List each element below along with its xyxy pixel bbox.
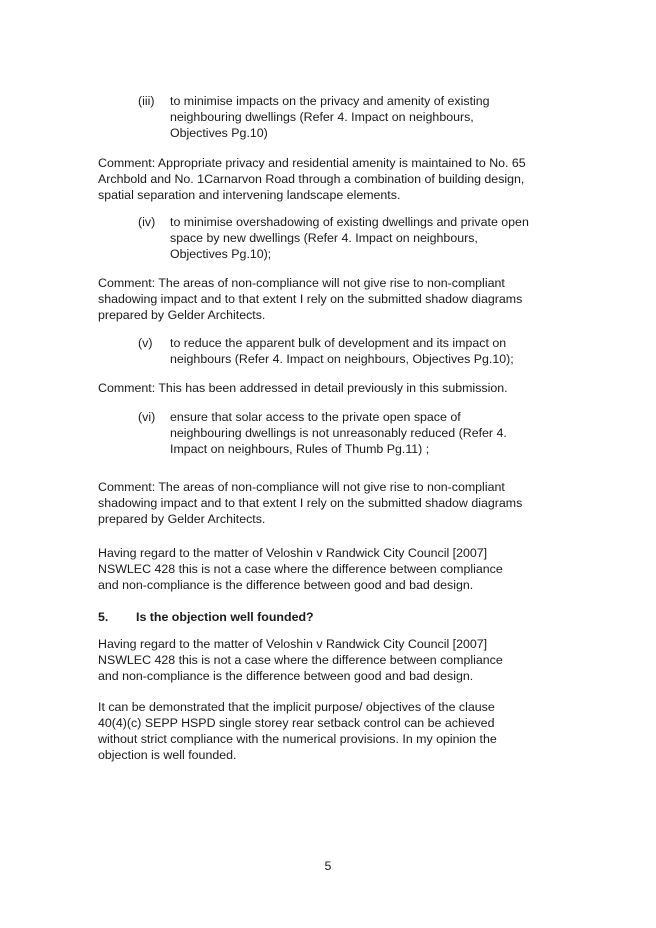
paragraph-line: NSWLEC 428 this is not a case where the difference between compliance (98, 562, 503, 576)
paragraph-line: Comment: The areas of non-compliance will not give rise to non-compliant (98, 480, 505, 494)
list-item-line: neighbouring dwellings is not unreasonably reduced (Refer 4. (170, 426, 507, 440)
paragraph-line: 40(4)(c) SEPP HSPD single storey rear setback control can be achieved (98, 716, 495, 730)
list-item-line: space by new dwellings (Refer 4. Impact on neighbours, (170, 231, 478, 245)
list-item-number: (vi) (138, 410, 156, 424)
list-item-line: to reduce the apparent bulk of development and its impact on (170, 336, 507, 350)
list-item-line: Objectives Pg.10) (170, 126, 268, 140)
list-item (138, 409, 568, 457)
section-number: 5. (98, 610, 109, 624)
paragraph-line: Comment: This has been addressed in detail previously in this submission. (98, 381, 508, 395)
paragraph-line: and non-compliance is the difference between good and bad design. (98, 578, 474, 592)
paragraph (98, 275, 568, 323)
paragraph-line: shadowing impact and to that extent I rely on the submitted shadow diagrams (98, 496, 523, 510)
paragraph (98, 380, 568, 396)
paragraph-line: Comment: Appropriate privacy and residential amenity is maintained to No. 65 (98, 156, 526, 170)
list-item-line: Objectives Pg.10); (170, 247, 272, 261)
list-item-line: neighbours (Refer 4. Impact on neighbours, Objectives Pg.10); (170, 352, 514, 366)
paragraph-line: and non-compliance is the difference between good and bad design. (98, 669, 474, 683)
paragraph-line: shadowing impact and to that extent I rely on the submitted shadow diagrams (98, 292, 523, 306)
paragraph-line: spatial separation and intervening landscape elements. (98, 188, 401, 202)
paragraph-line: Having regard to the matter of Veloshin v Randwick City Council [2007] (98, 637, 488, 651)
paragraph-line: objection is well founded. (98, 748, 237, 762)
list-item-number: (iii) (138, 94, 155, 108)
paragraph (98, 699, 568, 763)
paragraph (98, 479, 568, 527)
list-item (138, 214, 568, 262)
paragraph (98, 636, 568, 684)
list-item-line: to minimise overshadowing of existing dwellings and private open (170, 215, 529, 229)
list-item-line: neighbouring dwellings (Refer 4. Impact on neighbours, (170, 110, 474, 124)
paragraph-line: prepared by Gelder Architects. (98, 308, 266, 322)
paragraph-line: Archbold and No. 1Carnarvon Road through a combination of building design, (98, 172, 525, 186)
list-item-number: (iv) (138, 215, 156, 229)
paragraph-line: NSWLEC 428 this is not a case where the difference between compliance (98, 653, 503, 667)
list-item-line: Impact on neighbours, Rules of Thumb Pg.11) ; (170, 442, 430, 456)
page-number: 5 (324, 859, 332, 873)
paragraph-line: without strict compliance with the numerical provisions. In my opinion the (98, 732, 497, 746)
list-item (138, 335, 568, 367)
paragraph (98, 545, 568, 593)
list-item (138, 93, 568, 141)
paragraph (98, 155, 568, 203)
section-title: Is the objection well founded? (136, 610, 314, 624)
list-item-line: to minimise impacts on the privacy and amenity of existing (170, 94, 490, 108)
paragraph-line: Comment: The areas of non-compliance will not give rise to non-compliant (98, 276, 505, 290)
paragraph-line: Having regard to the matter of Veloshin v Randwick City Council [2007] (98, 546, 488, 560)
paragraph-line: prepared by Gelder Architects. (98, 512, 266, 526)
list-item-line: ensure that solar access to the private open space of (170, 410, 461, 424)
list-item-number: (v) (138, 336, 153, 350)
paragraph-line: It can be demonstrated that the implicit purpose/ objectives of the clause (98, 700, 495, 714)
section-heading (98, 609, 314, 625)
